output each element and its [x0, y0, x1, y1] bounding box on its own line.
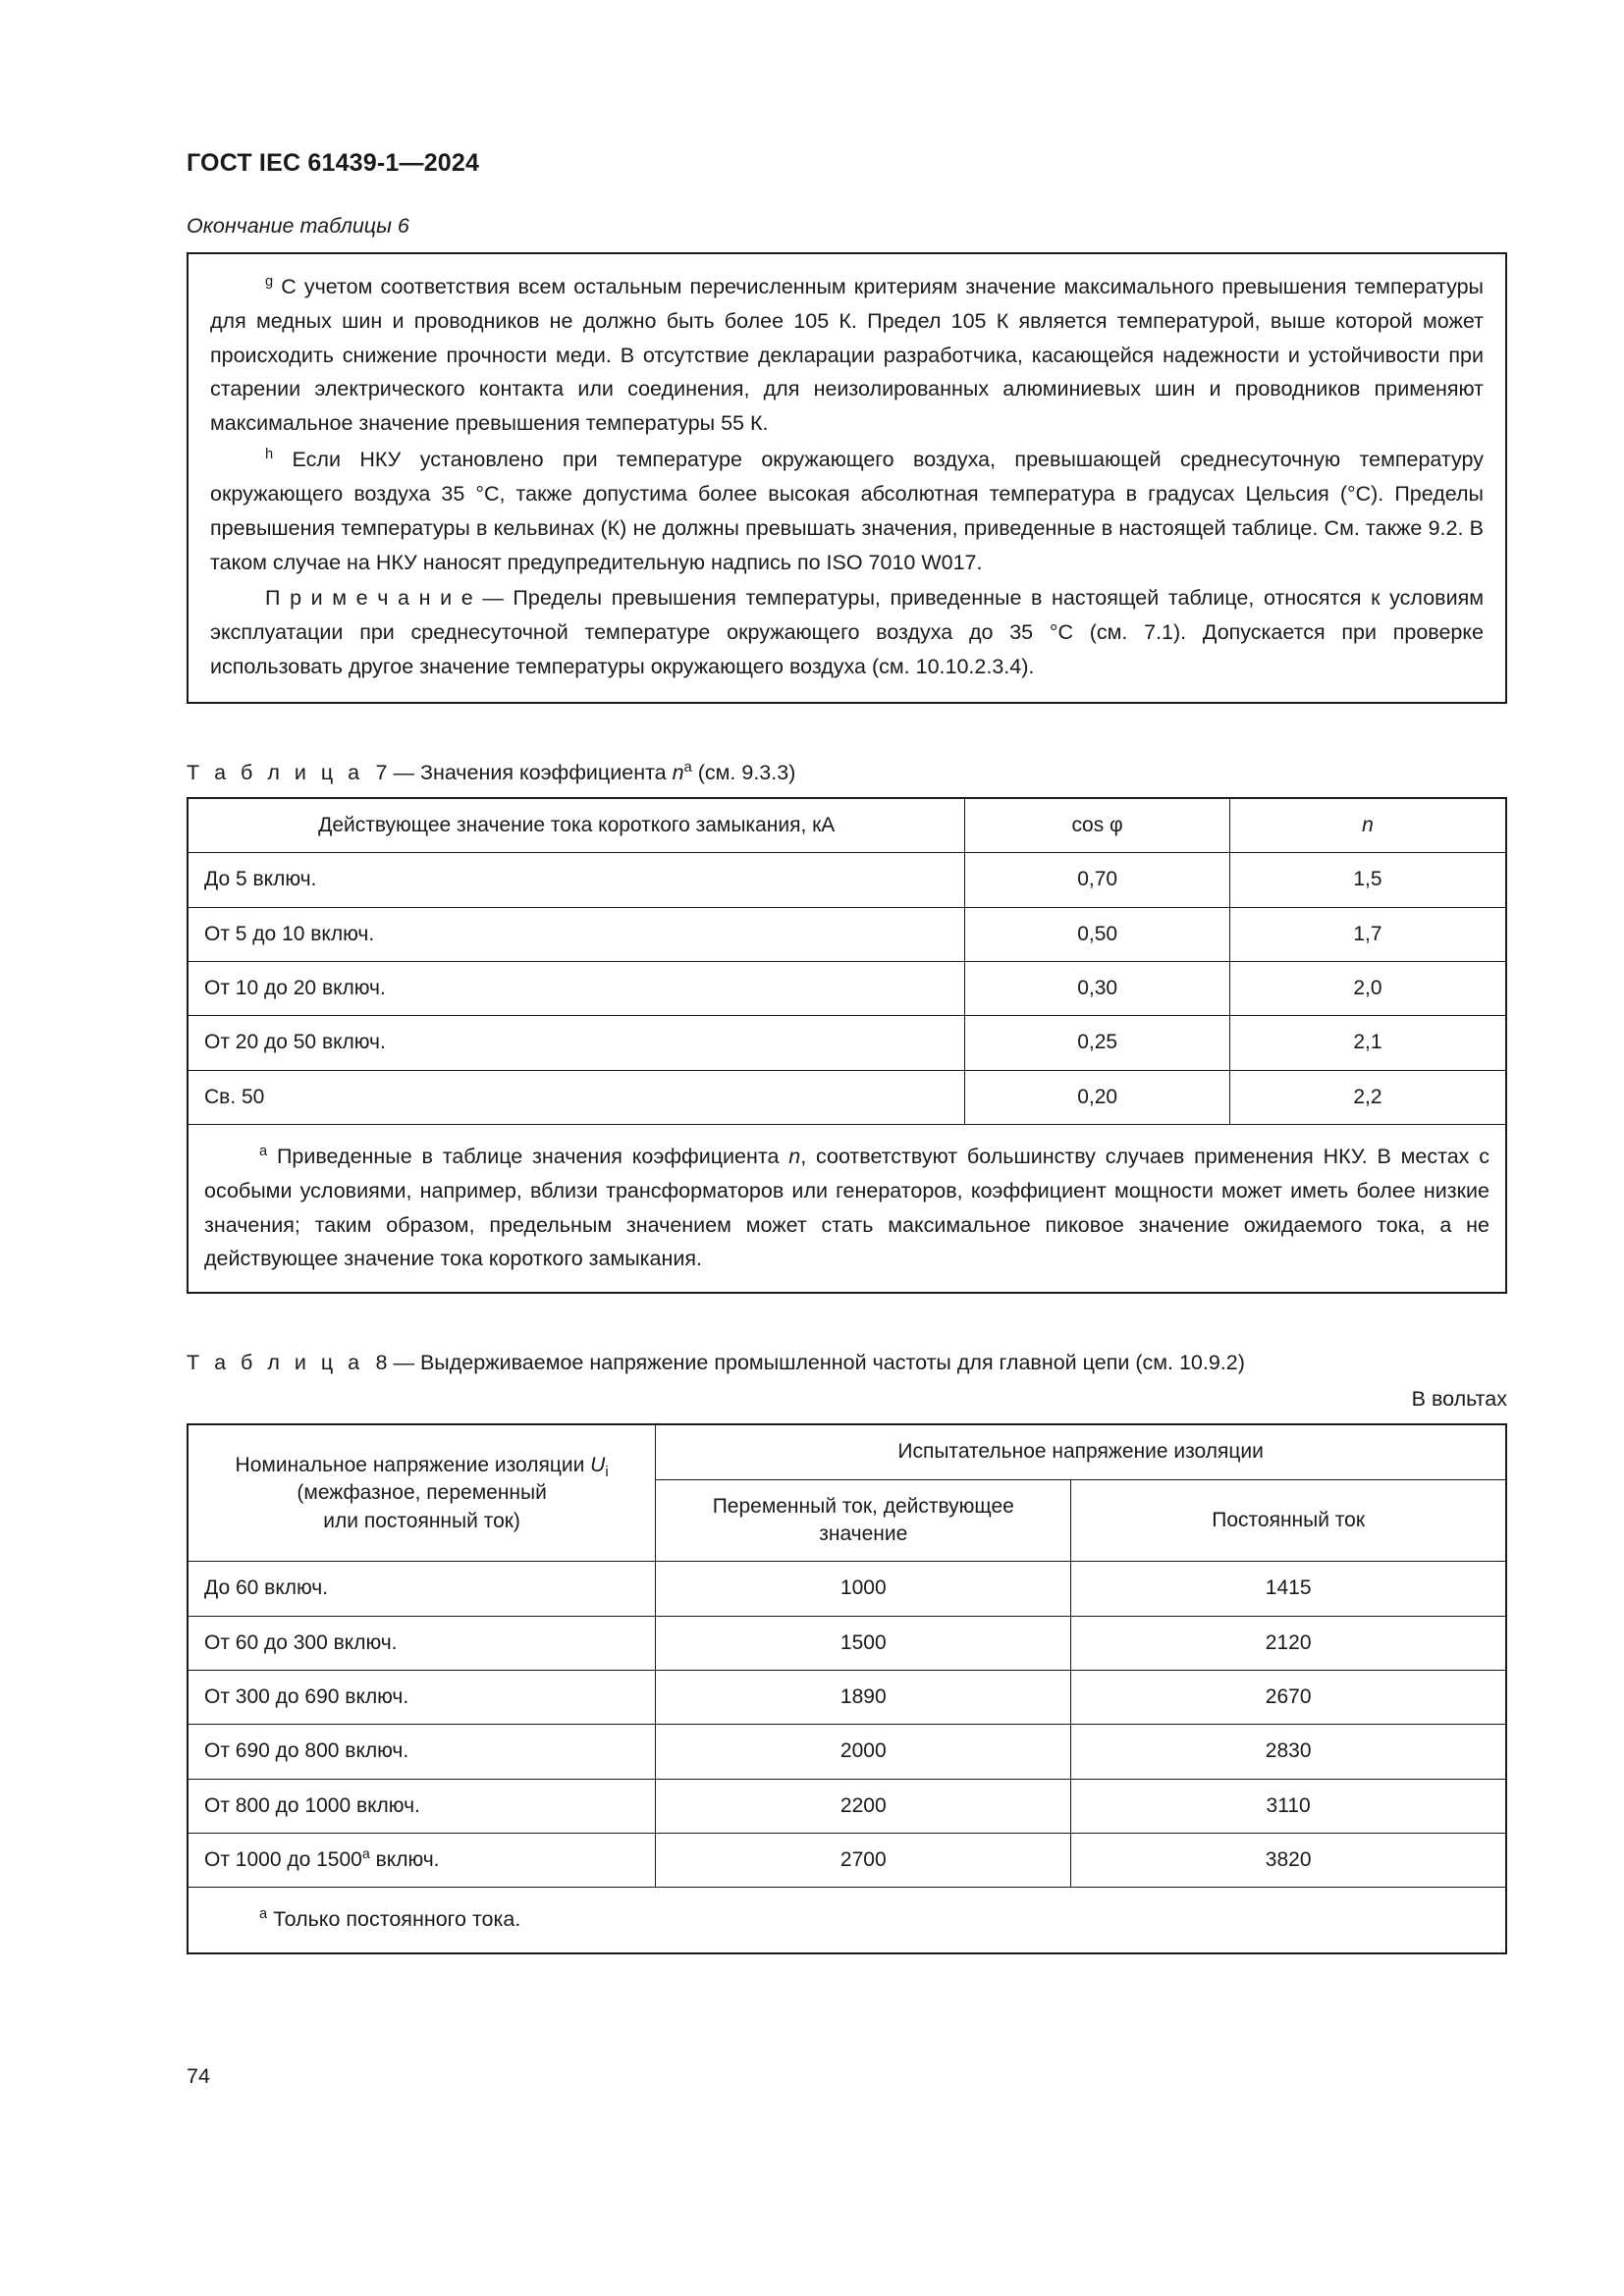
- table7-caption-symbol-sup: a: [683, 759, 692, 775]
- table8-cell-dc: 2830: [1265, 1739, 1312, 1763]
- table7: [187, 797, 1507, 1294]
- table8-header-rated-prefix: Номинальное напряжение изоляции: [235, 1453, 585, 1476]
- page-number: 74: [187, 2064, 210, 2088]
- table8-cell-range-suffix: включ.: [375, 1848, 440, 1872]
- table8-cell-range: От 690 до 800 включ.: [204, 1739, 409, 1763]
- table8-cell-range: От 800 до 1000 включ.: [204, 1793, 420, 1817]
- table8-caption: [187, 1351, 1507, 1375]
- table7-footnote-text-2: , соответствуют большинству случаев применения НКУ. В местах с особыми условиями, например, вблизи трансформаторов или генераторов, коэффициент мощности может иметь более низкие значения; таким образом, предельным значением может стать максимальное пиковое значение ожидаемого тока, а не действующее значение тока короткого замыкания.: [204, 1145, 1489, 1271]
- table-row: [188, 853, 1506, 907]
- table8-footnote: [204, 1902, 1489, 1937]
- table7-cell-cosphi: 0,25: [1077, 1031, 1118, 1054]
- table8-header-label-dc: Постоянный ток: [1212, 1508, 1366, 1531]
- table8-header-cell-rated-voltage: [188, 1424, 656, 1562]
- footnote-h-text: Если НКУ установлено при температуре окружающего воздуха, превышающей среднесуточную температуру окружающего воздуха 35 °C, также допустима более высокая абсолютная температура в градусах Цельсия (°C). Пределы превышения температуры в кельвинах (К) не должны превышать значения, приведенные в настоящей таблице. См. также 9.2. В таком случае на НКУ наносят предупредительную надпись по ISO 7010 W017.: [210, 448, 1484, 574]
- table7-header-cell-n: [1229, 798, 1506, 853]
- table7-footnote-marker: a: [259, 1143, 268, 1159]
- table7-cell-n: 2,0: [1353, 976, 1382, 999]
- table8-header-cell-test-voltage: [656, 1424, 1506, 1479]
- table7-header-label-n: n: [1362, 813, 1374, 836]
- table-row: [188, 1070, 1506, 1124]
- table7-header-label-current: Действующее значение тока короткого замыкания, кА: [318, 813, 836, 836]
- table8-footnote-cell: [188, 1888, 1506, 1953]
- table6-continuation-caption: Окончание таблицы 6: [187, 214, 409, 238]
- table7-footnote-text-1: Приведенные в таблице значения коэффициента: [276, 1145, 780, 1168]
- table8-cell-range: До 60 включ.: [204, 1576, 329, 1600]
- page-content: [187, 214, 1507, 1954]
- table7-caption-text: — Значения коэффициента: [393, 760, 667, 784]
- table8-cell-dc: 1415: [1265, 1576, 1312, 1600]
- table6-note: [210, 581, 1484, 683]
- table6-note-text: — Пределы превышения температуры, приведенные в настоящей таблице, относятся к условиям эксплуатации при среднесуточной температуре окружающего воздуха до 35 °C (см. 7.1). Допускается при проверке использовать другое значение температуры окружающего воздуха (см. 10.10.2.3.4).: [210, 586, 1485, 679]
- footnote-g-marker: g: [265, 273, 274, 290]
- table7-caption-number: 7: [375, 760, 388, 784]
- table7-cell-n: 2,1: [1353, 1031, 1382, 1054]
- table8-cell-range: От 300 до 690 включ.: [204, 1685, 409, 1709]
- table8-header-rated-line2: (межфазное, переменный: [297, 1481, 547, 1505]
- table7-header-cell-current: [188, 798, 965, 853]
- table-row: [188, 961, 1506, 1015]
- footnote-h: [210, 443, 1484, 579]
- table7-cell-range: От 10 до 20 включ.: [204, 976, 386, 999]
- table8-header-row-1: [188, 1424, 1506, 1479]
- table8-cell-dc: 3820: [1265, 1848, 1312, 1872]
- table8-cell-dc: 2120: [1265, 1630, 1312, 1654]
- table8-footnote-text: Только постоянного тока.: [273, 1907, 521, 1932]
- table7-header-row: [188, 798, 1506, 853]
- table8-caption-lead: Т а б л и ц а: [187, 1351, 364, 1375]
- table7-header-label-cosphi: cos φ: [1071, 813, 1123, 836]
- table8-header-label-ac: Переменный ток, действующее значение: [712, 1494, 1014, 1545]
- table8-cell-dc: 3110: [1266, 1793, 1311, 1817]
- footnote-g: [210, 270, 1484, 441]
- table7-footnote-row: [188, 1125, 1506, 1294]
- table6-note-label: П р и м е ч а н и е: [265, 586, 473, 611]
- table7-caption: [187, 761, 1507, 785]
- table7-cell-cosphi: 0,20: [1077, 1085, 1118, 1108]
- table8-header-rated-symbol-sub: i: [605, 1464, 609, 1480]
- table-row: [188, 1016, 1506, 1070]
- table8-cell-ac: 1890: [839, 1685, 887, 1709]
- table8-header-rated-symbol: U: [590, 1453, 606, 1476]
- table8-cell-range: [189, 1834, 655, 1887]
- table-row: [188, 1562, 1506, 1616]
- table7-cell-range: Св. 50: [204, 1085, 265, 1108]
- table8-header-label-rated-voltage: [189, 1439, 655, 1548]
- table7-cell-cosphi: 0,70: [1077, 868, 1118, 891]
- table-row: [188, 1834, 1506, 1888]
- table7-cell-range: От 5 до 10 включ.: [204, 922, 375, 945]
- table8-caption-text: — Выдерживаемое напряжение промышленной частоты для главной цепи (см. 10.9.2): [393, 1351, 1245, 1375]
- spacer: [187, 1294, 1507, 1351]
- table7-cell-range: До 5 включ.: [204, 868, 317, 891]
- table7-cell-cosphi: 0,30: [1077, 976, 1118, 999]
- table8-cell-ac: 1500: [839, 1630, 887, 1654]
- table7-cell-range: От 20 до 50 включ.: [204, 1031, 386, 1054]
- table7-caption-symbol: n: [672, 760, 684, 784]
- table7-footnote: [204, 1140, 1489, 1276]
- table7-cell-n: 2,2: [1353, 1085, 1382, 1108]
- table8-header-rated-line3: или постоянный ток): [323, 1509, 520, 1532]
- table8-cell-dc: 2670: [1265, 1685, 1312, 1709]
- table7-header-cell-cosphi: [965, 798, 1229, 853]
- table-row: [188, 907, 1506, 961]
- table8-cell-range-marker: a: [361, 1846, 370, 1863]
- table7-cell-n: 1,7: [1353, 922, 1382, 945]
- document-header-title: ГОСТ IEC 61439-1—2024: [187, 149, 480, 177]
- footnote-h-marker: h: [265, 446, 274, 462]
- spacer: [187, 704, 1507, 761]
- table6-footnotes-box: [187, 252, 1507, 704]
- table8-caption-number: 8: [375, 1351, 388, 1375]
- table8-cell-ac: 1000: [839, 1576, 887, 1600]
- table8-cell-range: От 60 до 300 включ.: [204, 1630, 398, 1654]
- table-row: [188, 1779, 1506, 1833]
- table8-footnote-marker: a: [259, 1906, 268, 1923]
- table7-cell-n: 1,5: [1353, 868, 1382, 891]
- table8-cell-range-prefix: От 1000 до 1500: [204, 1848, 362, 1872]
- table8-header-cell-ac: [656, 1479, 1071, 1562]
- footnote-g-text: С учетом соответствия всем остальным перечисленным критериям значение максимального превышения температуры для медных шин и проводников не должно быть более 105 К. Предел 105 К является температурой, выше которой может происходить снижение прочности меди. В отсутствие декларации разработчика, касающейся надежности и устойчивости при старении электрического контакта или соединения, для неизолированных алюминиевых шин и проводников применяют максимальное значение превышения температуры 55 К.: [210, 275, 1484, 436]
- table8-cell-ac: 2000: [839, 1739, 887, 1763]
- table8: [187, 1423, 1507, 1954]
- table7-footnote-cell: [188, 1125, 1506, 1294]
- table7-caption-reference: (см. 9.3.3): [697, 760, 796, 784]
- table-row: [188, 1671, 1506, 1725]
- table7-footnote-symbol: n: [788, 1145, 801, 1168]
- table-row: [188, 1725, 1506, 1779]
- table8-cell-ac: 2700: [839, 1848, 887, 1872]
- table8-footnote-row: [188, 1888, 1506, 1953]
- table8-header-label-test-voltage: Испытательное напряжение изоляции: [897, 1440, 1264, 1464]
- table7-caption-lead: Т а б л и ц а: [187, 760, 364, 784]
- table8-header-cell-dc: [1071, 1479, 1506, 1562]
- table8-units-note: В вольтах: [1411, 1387, 1507, 1412]
- table7-cell-cosphi: 0,50: [1077, 922, 1118, 945]
- table-row: [188, 1616, 1506, 1670]
- table8-cell-ac: 2200: [839, 1793, 887, 1817]
